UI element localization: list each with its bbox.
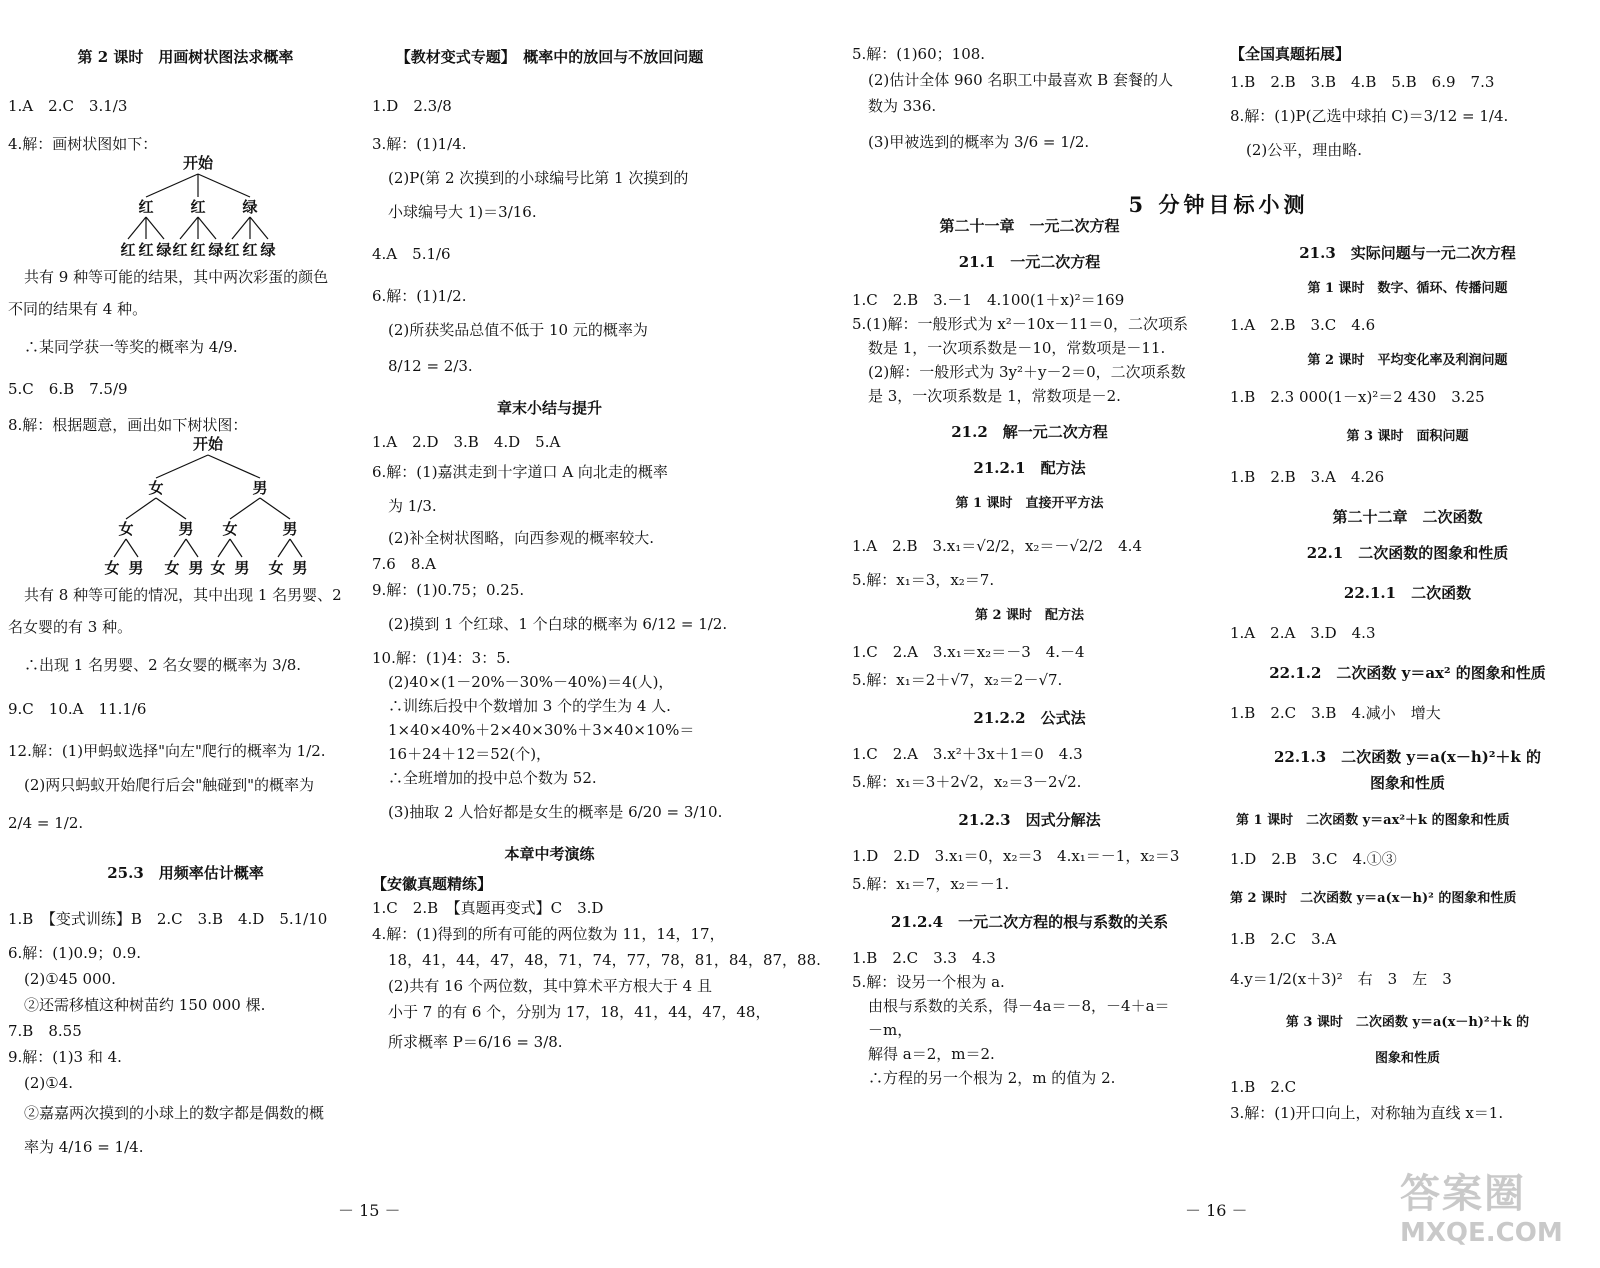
- subsection-title: 21.2.1 配方法: [973, 459, 1086, 477]
- text-line: 共有 8 种等可能的情况，其中出现 1 名男婴、2: [24, 586, 342, 604]
- column-1: [8, 44, 363, 1157]
- text-line: ∴方程的另一个根为 2，m 的值为 2.: [868, 1069, 1116, 1087]
- text-line: (2)公平，理由略.: [1246, 141, 1363, 159]
- text-line: 由根与系数的关系，得－4a＝－8，－4＋a＝: [868, 997, 1170, 1015]
- subsection-title: 图象和性质: [1369, 774, 1445, 792]
- subsection-title: 22.1.3 二次函数 y＝a(x－h)²＋k 的: [1273, 748, 1542, 766]
- answer-line: 5.C 6.B 7.5/9: [8, 380, 128, 398]
- answer-line: 5.(1)解：一般形式为 x²－10x－11＝0，二次项系: [852, 315, 1188, 333]
- topic-title: 【全国真题拓展】: [1230, 45, 1351, 63]
- answer-line: 1.D 2.B 3.C 4.①③: [1230, 850, 1397, 868]
- subsection-title: 21.2.4 一元二次方程的根与系数的关系: [890, 913, 1169, 931]
- tree-leaf: 女: [104, 559, 120, 577]
- tree-leaf: 红: [242, 241, 258, 259]
- answer-line: 1.C 2.A 3.x₁＝x₂＝－3 4.－4: [852, 643, 1085, 661]
- subsection-title: 【安徽真题精练】: [372, 875, 493, 893]
- tree-leaf: 女: [210, 559, 226, 577]
- lesson-title: 第 1 课时 数字、循环、传播问题: [1307, 281, 1508, 296]
- tree-node: 男: [252, 479, 268, 497]
- topic-title: 【教材变式专题】 概率中的放回与不放回问题: [395, 48, 704, 66]
- answer-line: 9.解：(1)0.75；0.25.: [372, 581, 525, 599]
- tree-node: 男: [178, 520, 194, 538]
- text-line: 数是 1，一次项系数是－10，常数项是－11.: [868, 339, 1166, 357]
- quiz-title: 5 分钟目标小测: [1128, 192, 1309, 217]
- answer-line: 9.C 10.A 11.1/6: [8, 700, 147, 718]
- tree-node: 红: [190, 198, 206, 216]
- answer-line: 1.B 2.C 3.A: [1230, 930, 1337, 948]
- answer-line: 6.解：(1)0.9；0.9.: [8, 944, 142, 962]
- answer-line: 1.B 2.C 3.B 4.减小 增大: [1230, 704, 1441, 722]
- chapter-title: 第二十一章 一元二次方程: [939, 217, 1120, 235]
- tree-leaf: 红: [224, 241, 240, 259]
- answer-line: 1.C 2.B 3.－1 4.100(1＋x)²＝169: [852, 291, 1125, 309]
- text-line: (2)所获奖品总值不低于 10 元的概率为: [388, 321, 648, 339]
- text-line: 小于 7 的有 6 个，分别为 17，18，41，44，47，48，: [388, 1003, 771, 1021]
- tree-leaf: 男: [292, 559, 308, 577]
- tree-leaf: 女: [268, 559, 284, 577]
- answer-line: 1.D 2.3/8: [372, 97, 452, 115]
- text-line: (3)抽取 2 人恰好都是女生的概率是 6/20 = 3/10.: [388, 803, 723, 821]
- page-number-left: － 15 －: [338, 1201, 401, 1220]
- answer-line: 3.解：(1)1/4.: [372, 135, 467, 153]
- answer-line: 4.解：画树状图如下：: [8, 135, 158, 153]
- tree-leaf: 绿: [156, 241, 172, 259]
- text-line: 是 3，一次项系数是 1，常数项是－2.: [868, 387, 1121, 405]
- tree-leaf: 红: [190, 241, 206, 259]
- text-line: 共有 9 种等可能的结果，其中两次彩蛋的颜色: [24, 268, 329, 286]
- section-title: 21.1 一元二次方程: [958, 253, 1101, 271]
- text-line: (2)①45 000.: [24, 970, 116, 988]
- lesson-title: 第 2 课时 平均变化率及利润问题: [1307, 353, 1508, 368]
- answer-line: 1.B 2.B 3.A 4.26: [1230, 468, 1385, 486]
- text-line: ∴出现 1 名男婴、2 名女婴的概率为 3/8.: [24, 656, 302, 674]
- tree-diagram-1: [8, 154, 363, 259]
- subsection-title: 22.1.2 二次函数 y＝ax² 的图象和性质: [1269, 664, 1546, 682]
- text-line: (3)甲被选到的概率为 3/6 = 1/2.: [868, 133, 1090, 151]
- section-title: 25.3 用频率估计概率: [107, 864, 264, 882]
- answer-line: 1.A 2.D 3.B 4.D 5.A: [372, 433, 561, 451]
- answer-line: 7.6 8.A: [372, 555, 436, 573]
- section-title: 21.2 解一元二次方程: [951, 423, 1108, 441]
- answer-line: 10.解：(1)4：3：5.: [372, 649, 511, 667]
- tree-leaf: 红: [120, 241, 136, 259]
- text-line: ②还需移植这种树苗约 150 000 棵.: [24, 996, 266, 1014]
- text-line: (2)两只蚂蚁开始爬行后会"触碰到"的概率为: [24, 776, 315, 794]
- answer-line: 4.解：(1)得到的所有可能的两位数为 11，14，17，: [372, 925, 725, 943]
- text-line: (2)P(第 2 次摸到的小球编号比第 1 次摸到的: [388, 169, 689, 187]
- answer-line: 3.解：(1)开口向上，对称轴为直线 x＝1.: [1230, 1104, 1504, 1122]
- answer-line: 1.A 2.A 3.D 4.3: [1230, 624, 1376, 642]
- watermark-logo: [1400, 1170, 1590, 1260]
- text-line: (2)40×(1－20%－30%－40%)＝4(人)，: [388, 673, 674, 691]
- answer-line: 5.解：x₁＝3＋2√2，x₂＝3－2√2.: [852, 773, 1082, 791]
- text-line: 解得 a＝2，m＝2.: [868, 1045, 995, 1063]
- text-line: 18，41，44，47，48，71，74，77，78，81，84，87，88.: [388, 951, 821, 969]
- text-line: 为 1/3.: [388, 497, 437, 515]
- tree-diagram-2: [8, 435, 363, 577]
- subsection-title: 21.2.3 因式分解法: [958, 811, 1101, 829]
- answer-line: 1.B 2.C: [1230, 1078, 1297, 1096]
- answer-line: 7.B 8.55: [8, 1022, 82, 1040]
- tree-leaf: 男: [128, 559, 144, 577]
- tree-node: 女: [148, 479, 164, 497]
- section-title: 21.3 实际问题与一元二次方程: [1299, 244, 1516, 262]
- text-line: ②嘉嘉两次摸到的小球上的数字都是偶数的概: [24, 1104, 325, 1122]
- answer-line: 5.解：x₁＝3，x₂＝7.: [852, 571, 995, 589]
- answer-line: 1.B 2.3 000(1－x)²＝2 430 3.25: [1230, 388, 1485, 406]
- lesson-title: 第 2 课时 配方法: [974, 608, 1085, 623]
- tree-node: 绿: [242, 198, 258, 216]
- tree-node: 开始: [192, 435, 224, 453]
- text-line: 名女婴的有 3 种。: [8, 618, 133, 636]
- text-line: (2)共有 16 个两位数，其中算术平方根大于 4 且: [388, 977, 712, 995]
- tree-leaf: 男: [188, 559, 204, 577]
- subsection-title: 21.2.2 公式法: [973, 709, 1086, 727]
- section-title: 章末小结与提升: [496, 399, 602, 417]
- lesson-title: 第 2 课时 二次函数 y＝a(x－h)² 的图象和性质: [1230, 891, 1517, 906]
- answer-line: 1.D 2.D 3.x₁＝0，x₂＝3 4.x₁＝－1，x₂＝3: [852, 847, 1180, 865]
- text-line: (2)摸到 1 个红球、1 个白球的概率为 6/12 = 1/2.: [388, 615, 728, 633]
- answer-line: 12.解：(1)甲蚂蚁选择"向左"爬行的概率为 1/2.: [8, 742, 326, 760]
- answer-line: 1.A 2.B 3.x₁＝√2/2，x₂＝－√2/2 4.4: [852, 537, 1142, 555]
- answer-line: 1.C 2.A 3.x²＋3x＋1＝0 4.3: [852, 745, 1083, 763]
- answer-line: 9.解：(1)3 和 4.: [8, 1048, 122, 1066]
- answer-line: 6.解：(1)1/2.: [372, 287, 467, 305]
- text-line: 1×40×40%＋2×40×30%＋3×40×10%＝: [388, 721, 695, 739]
- tree-node: 男: [282, 520, 298, 538]
- tree-leaf: 女: [164, 559, 180, 577]
- answer-line: 1.A 2.B 3.C 4.6: [1230, 316, 1376, 334]
- text-line: 率为 4/16 = 1/4.: [24, 1138, 144, 1156]
- lesson-title: 第 1 课时 直接开平方法: [955, 496, 1104, 511]
- tree-node: 女: [222, 520, 238, 538]
- text-line: (2)①4.: [24, 1074, 74, 1092]
- lesson-title: 第 3 课时 二次函数 y＝a(x－h)²＋k 的: [1285, 1015, 1530, 1030]
- text-line: ∴全班增加的投中总个数为 52.: [388, 769, 597, 787]
- lesson-title: 第 2 课时 用画树状图法求概率: [77, 48, 294, 66]
- answer-line: 8.解：(1)P(乙选中球拍 C)＝3/12 = 1/4.: [1230, 107, 1509, 125]
- answer-line: 5.解：x₁＝2＋√7，x₂＝2－√7.: [852, 671, 1063, 689]
- page-number-right: － 16 －: [1185, 1201, 1248, 1220]
- answer-line: 1.B 2.C 3.3 4.3: [852, 949, 996, 967]
- section-title: 22.1 二次函数的图象和性质: [1306, 544, 1509, 562]
- tree-node: 开始: [182, 154, 214, 172]
- lesson-title: 图象和性质: [1374, 1051, 1440, 1066]
- tree-node: 女: [118, 520, 134, 538]
- section-title: 本章中考演练: [504, 845, 595, 863]
- text-line: ∴训练后投中个数增加 3 个的学生为 4 人.: [388, 697, 671, 715]
- text-line: 所求概率 P＝6/16 = 3/8.: [388, 1033, 563, 1051]
- tree-node: 红: [138, 198, 154, 216]
- answer-line: 4.A 5.1/6: [372, 245, 451, 263]
- tree-leaf: 绿: [260, 241, 276, 259]
- column-2: [372, 44, 821, 1052]
- text-line: ∴某同学获一等奖的概率为 4/9.: [24, 338, 238, 356]
- text-line: 2/4 = 1/2.: [8, 814, 84, 832]
- lesson-title: 第 1 课时 二次函数 y＝ax²＋k 的图象和性质: [1236, 813, 1510, 828]
- text-line: －m，: [868, 1021, 913, 1039]
- text-line: 小球编号大 1)＝3/16.: [388, 203, 537, 221]
- tree-leaf: 红: [138, 241, 154, 259]
- tree-leaf: 绿: [208, 241, 224, 259]
- watermark-url: MXQE.COM: [1400, 1218, 1563, 1248]
- column-4: [1230, 44, 1585, 160]
- column-4-lower: [1230, 243, 1585, 1123]
- answer-line: 8.解：根据题意，画出如下树状图：: [8, 416, 248, 434]
- text-line: (2)解：一般形式为 3y²＋y－2＝0，二次项系数: [868, 363, 1186, 381]
- tree-leaf: 红: [172, 241, 188, 259]
- text-line: 8/12 = 2/3.: [388, 357, 473, 375]
- answer-line: 1.A 2.C 3.1/3: [8, 97, 128, 115]
- answer-line: 4.y＝1/2(x＋3)² 右 3 左 3: [1230, 970, 1452, 988]
- lesson-title: 第 3 课时 面积问题: [1346, 429, 1469, 444]
- answer-line: 5.解：x₁＝7，x₂＝－1.: [852, 875, 1010, 893]
- text-line: 不同的结果有 4 种。: [8, 300, 148, 318]
- text-line: (2)补全树状图略，向西参观的概率较大.: [388, 529, 655, 547]
- answer-line: 1.B 2.B 3.B 4.B 5.B 6.9 7.3: [1230, 73, 1495, 91]
- subsection-title: 22.1.1 二次函数: [1343, 584, 1472, 602]
- answer-line: 6.解：(1)嘉淇走到十字道口 A 向北走的概率: [372, 463, 668, 481]
- chapter-title: 第二十二章 二次函数: [1332, 508, 1483, 526]
- answer-line: 1.B 【变式训练】B 2.C 3.B 4.D 5.1/10: [8, 910, 328, 928]
- answer-line: 1.C 2.B 【真题再变式】C 3.D: [372, 899, 604, 917]
- text-line: (2)估计全体 960 名职工中最喜欢 B 套餐的人: [868, 71, 1173, 89]
- text-line: 16＋24＋12＝52(个)，: [388, 745, 552, 763]
- answer-line: 5.解：(1)60；108.: [852, 45, 986, 63]
- watermark-text: 答案圈: [1400, 1171, 1526, 1217]
- tree-leaf: 男: [234, 559, 250, 577]
- answer-line: 5.解：设另一个根为 a.: [852, 973, 1005, 991]
- text-line: 数为 336.: [868, 97, 937, 115]
